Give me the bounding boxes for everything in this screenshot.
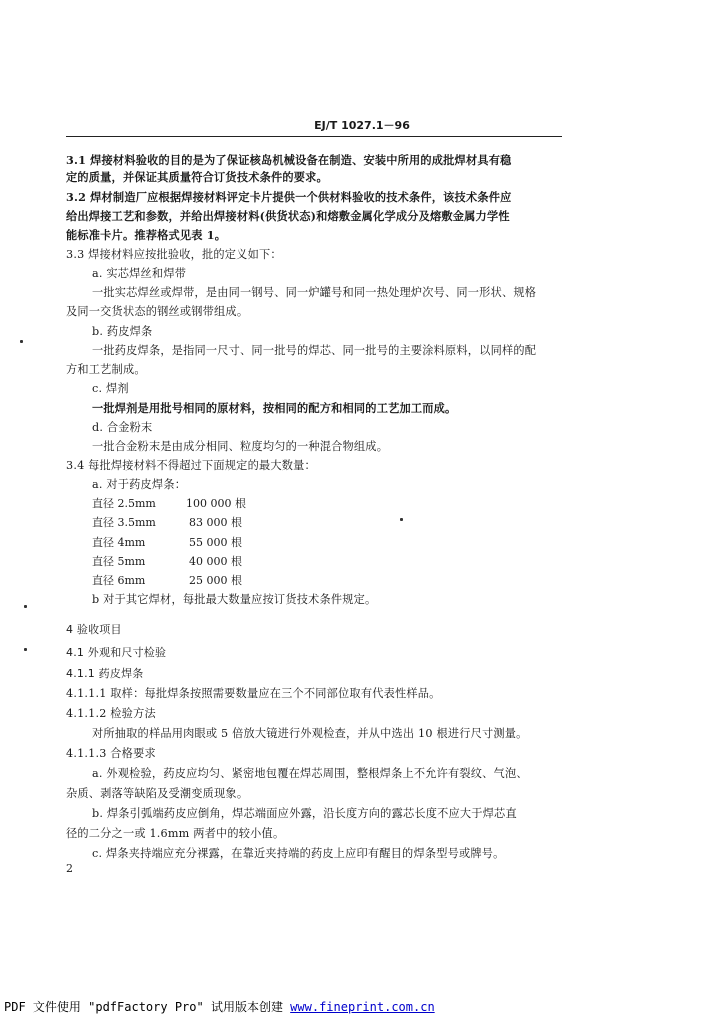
item-a-heading: a. 实芯焊丝和焊带	[92, 267, 187, 280]
item-b-heading: b. 药皮焊条	[92, 325, 153, 338]
section-4-1-title: 4.1 外观和尺寸检验	[66, 646, 167, 659]
para-3-2-line-1: 3.2 焊材制造厂应根据焊接材料评定卡片提供一个供材料验收的技术条件，该技术条件应	[66, 190, 512, 204]
spec-qty: 40 000 根	[189, 555, 242, 568]
para-4-1-1-3: 4.1.1.3 合格要求	[66, 747, 156, 760]
para-4-1-1-2: 4.1.1.2 检验方法	[66, 707, 156, 720]
document-header: EJ/T 1027.1－96	[314, 119, 410, 132]
scan-dot	[24, 605, 27, 608]
item-a-coated: a. 对于药皮焊条：	[92, 478, 187, 491]
req-a-line-2: 杂质、剥落等缺陷及受潮变质现象。	[66, 787, 249, 800]
req-b-line-2: 径的二分之一或 1.6mm 两者中的较小值。	[66, 827, 285, 840]
item-d-line-1: 一批合金粉末是由成分相同、粒度均匀的一种混合物组成。	[92, 440, 389, 453]
item-b-line-1: 一批药皮焊条，是指同一尺寸、同一批号的焊芯、同一批号的主要涂料原料，以同样的配	[92, 344, 537, 357]
footer-link[interactable]: www.fineprint.com.cn	[290, 1000, 435, 1014]
para-3-3: 3.3 焊接材料应按批验收，批的定义如下：	[66, 248, 282, 261]
section-4-title: 4 验收项目	[66, 623, 122, 636]
spec-diameter: 直径 2.5mm	[92, 497, 156, 510]
section-4-1-1-title: 4.1.1 药皮焊条	[66, 667, 144, 680]
spec-qty: 83 000 根	[189, 516, 242, 529]
item-c-heading: c. 焊剂	[92, 382, 129, 395]
item-a-line-1: 一批实芯焊丝或焊带，是由同一钢号、同一炉罐号和同一热处理炉次号、同一形状、规格	[92, 286, 537, 299]
spec-diameter: 直径 3.5mm	[92, 516, 156, 529]
spec-diameter: 直径 4mm	[92, 536, 146, 549]
item-d-heading: d. 合金粉末	[92, 421, 153, 434]
pdf-footer	[4, 998, 435, 1015]
item-a-line-2: 及同一交货状态的钢丝或钢带组成。	[66, 305, 249, 318]
page-number: 2	[66, 862, 73, 875]
header-rule	[66, 136, 562, 137]
scan-dot	[400, 518, 403, 521]
para-3-1-line-2: 定的质量，并保证其质量符合订货技术条件的要求。	[66, 170, 328, 184]
scan-dot	[24, 648, 27, 651]
para-3-2-line-2: 给出焊接工艺和参数，并给出焊接材料(供货状态)和熔敷金属化学成分及熔敷金属力学性	[66, 209, 510, 223]
para-inspection-method: 对所抽取的样品用肉眼或 5 倍放大镜进行外观检查，并从中选出 10 根进行尺寸测量。	[92, 727, 528, 740]
item-c-line-1: 一批焊剂是用批号相同的原材料，按相同的配方和相同的工艺加工而成。	[92, 401, 457, 415]
para-3-4: 3.4 每批焊接材料不得超过下面规定的最大数量：	[66, 459, 316, 472]
spec-qty: 55 000 根	[189, 536, 242, 549]
scan-dot	[20, 340, 23, 343]
footer-text: PDF 文件使用 "pdfFactory Pro" 试用版本创建	[4, 1000, 291, 1014]
req-a-line-1: a. 外观检验，药皮应均匀、紧密地包覆在焊芯周围，整根焊条上不允许有裂纹、气泡、	[92, 767, 528, 780]
spec-qty: 100 000 根	[186, 497, 246, 510]
req-b-line-1: b. 焊条引弧端药皮应倒角，焊芯端面应外露，沿长度方向的露芯长度不应大于焊芯直	[92, 807, 517, 820]
para-3-1-line-1: 3.1 焊接材料验收的目的是为了保证核岛机械设备在制造、安装中所用的成批焊材具有稳	[66, 153, 512, 167]
req-c-line-1: c. 焊条夹持端应充分裸露，在靠近夹持端的药皮上应印有醒目的焊条型号或牌号。	[92, 847, 505, 860]
spec-diameter: 直径 6mm	[92, 574, 146, 587]
spec-qty: 25 000 根	[189, 574, 242, 587]
item-b-line-2: 方和工艺制成。	[66, 363, 146, 376]
spec-diameter: 直径 5mm	[92, 555, 146, 568]
para-3-2-line-3: 能标准卡片。推荐格式见表 1。	[66, 228, 227, 242]
para-4-1-1-1: 4.1.1.1 取样：每批焊条按照需要数量应在三个不同部位取有代表性样品。	[66, 687, 441, 700]
item-b-other: b 对于其它焊材，每批最大数量应按订货技术条件规定。	[92, 593, 377, 606]
